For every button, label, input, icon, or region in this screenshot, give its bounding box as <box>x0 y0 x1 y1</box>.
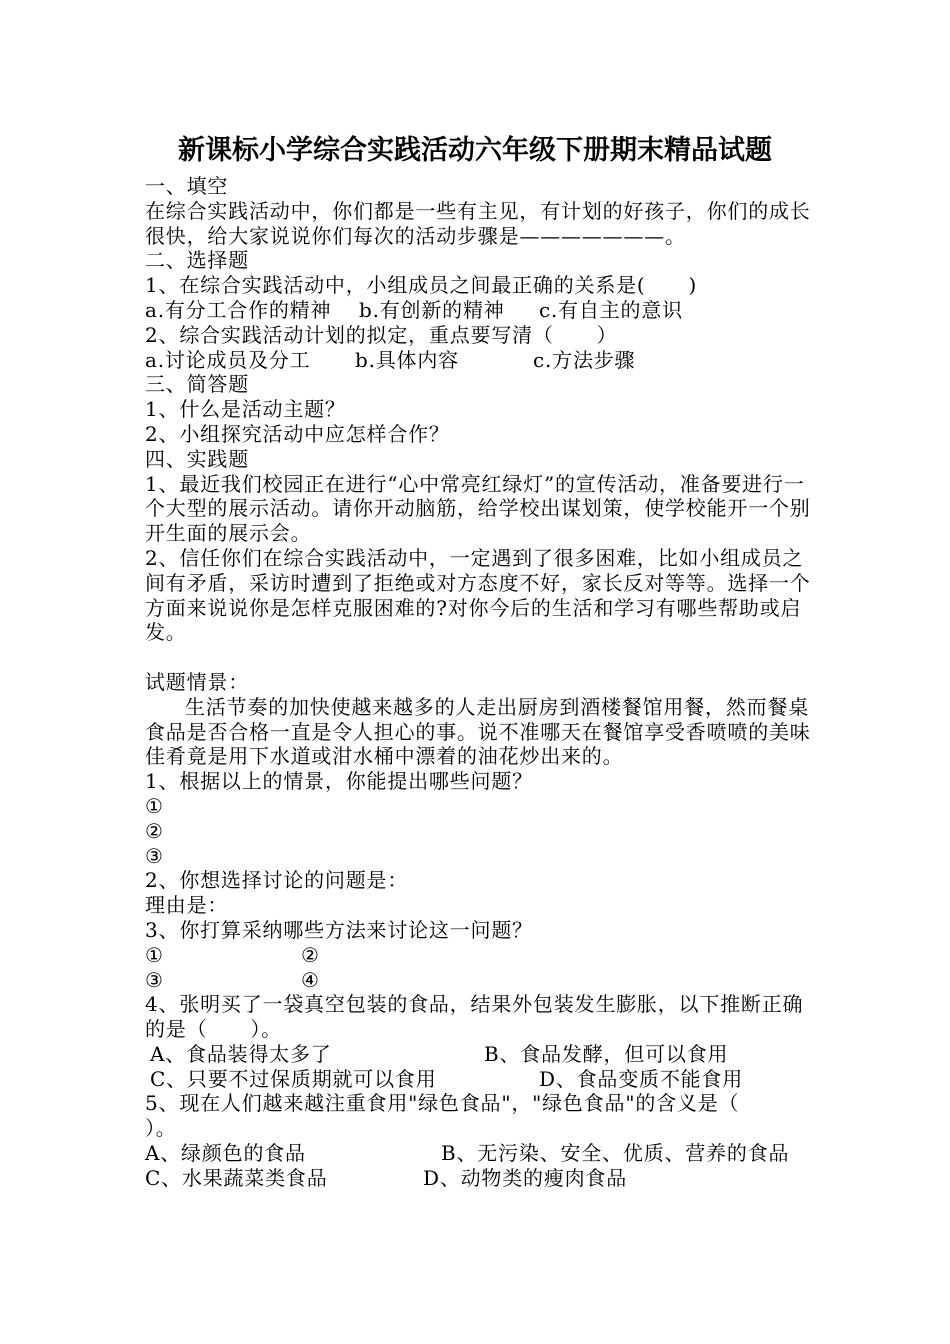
short-answer-question-1: 1、什么是活动主题？ <box>145 397 346 422</box>
method-marker-3: ③ <box>145 967 164 992</box>
fill-question: 在综合实践活动中，你们都是一些有主见，有计划的好孩子，你们的成长很快，给大家说说你们每次的活动步骤是———————。 <box>145 198 811 248</box>
section-practice-heading: 四、实践题 <box>145 446 249 471</box>
method-markers-row-1 <box>145 943 813 968</box>
scenario-question-2: 2、你想选择讨论的问题是： <box>145 868 409 893</box>
choice-question-2-options <box>145 348 813 373</box>
section-fill-heading: 一、填空 <box>145 174 229 198</box>
option-b: B、食品发酵，但可以食用 <box>484 1041 729 1066</box>
method-markers-row-2 <box>145 968 813 993</box>
scenario-heading: 试题情景： <box>145 669 249 694</box>
section-choice-heading: 二、选择题 <box>145 248 249 273</box>
option-c: c.方法步骤 <box>533 347 636 372</box>
section-short-answer-heading: 三、简答题 <box>145 372 249 397</box>
scenario-question-4: 4、张明买了一袋真空包装的食品，结果外包装发生膨胀，以下推断正确的是（ ）。 <box>145 992 804 1042</box>
practice-question-1: 1、最近我们校园正在进行“心中常亮红绿灯”的宣传活动，准备要进行一个大型的展示活动。请你开动脑筋，给学校出谋划策，使学校能开一个别开生面的展示会。 <box>145 471 811 546</box>
option-a: a.讨论成员及分工 <box>145 347 311 372</box>
blank-line <box>145 645 813 670</box>
option-c: c.有自主的意识 <box>539 297 683 322</box>
scenario-text: 生活节奏的加快使越来越多的人走出厨房到酒楼餐馆用餐，然而餐桌食品是否合格一直是令人担心的事。说不准哪天在餐馆享受香喷喷的美味佳肴竟是用下水道或泔水桶中漂着的油花炒出来的。 <box>145 694 811 769</box>
scenario-question-1: 1、根据以上的情景，你能提出哪些问题？ <box>145 769 533 794</box>
question-4-options-row-2 <box>145 1067 813 1092</box>
method-marker-1: ① <box>145 942 164 967</box>
option-a: A、食品装得太多了 <box>150 1041 332 1066</box>
question-4-options-row-1 <box>145 1042 813 1067</box>
option-c: C、只要不过保质期就可以食用 <box>150 1066 437 1091</box>
answer-marker-1: ① <box>145 793 164 818</box>
option-c: C、水果蔬菜类食品 <box>145 1165 328 1190</box>
choice-question-1: 1、在综合实践活动中，小组成员之间最正确的关系是( ) <box>145 273 698 298</box>
choice-question-1-options <box>145 298 813 323</box>
short-answer-question-2: 2、小组探究活动中应怎样合作？ <box>145 421 450 446</box>
question-5-options-row-1 <box>145 1141 813 1166</box>
choice-question-2: 2、综合实践活动计划的拟定，重点要写清（ ） <box>145 322 618 347</box>
option-d: D、食品变质不能食用 <box>539 1066 744 1091</box>
scenario-question-3: 3、你打算采纳哪些方法来讨论这一问题？ <box>145 917 533 942</box>
document-body <box>145 174 813 1191</box>
option-a: A、绿颜色的食品 <box>145 1141 306 1166</box>
option-b: b.具体内容 <box>355 347 459 372</box>
scenario-question-5: 5、现在人们越来越注重食用"绿色食品"，"绿色食品"的含义是（ ）。 <box>145 1091 783 1141</box>
option-d: D、动物类的瘦肉食品 <box>423 1165 628 1190</box>
practice-question-2: 2、信任你们在综合实践活动中，一定遇到了很多困难，比如小组成员之间有矛盾，采访时遭到了拒绝或对方态度不好，家长反对等等。选择一个方面来说说你是怎样克服困难的?对你今后的生活和学习有哪些帮助或启发。 <box>145 545 811 645</box>
method-marker-4: ④ <box>301 967 320 992</box>
reason-line: 理由是： <box>145 893 229 918</box>
document-title: 新课标小学综合实践活动六年级下册期末精品试题 <box>178 135 772 166</box>
option-a: a.有分工合作的精神 <box>145 297 332 322</box>
option-b: B、无污染、安全、优质、营养的食品 <box>441 1141 790 1166</box>
answer-marker-2: ② <box>145 818 164 843</box>
option-b: b.有创新的精神 <box>359 297 505 322</box>
method-marker-2: ② <box>301 942 320 967</box>
answer-marker-3: ③ <box>145 843 164 868</box>
question-5-options-row-2 <box>145 1166 813 1191</box>
